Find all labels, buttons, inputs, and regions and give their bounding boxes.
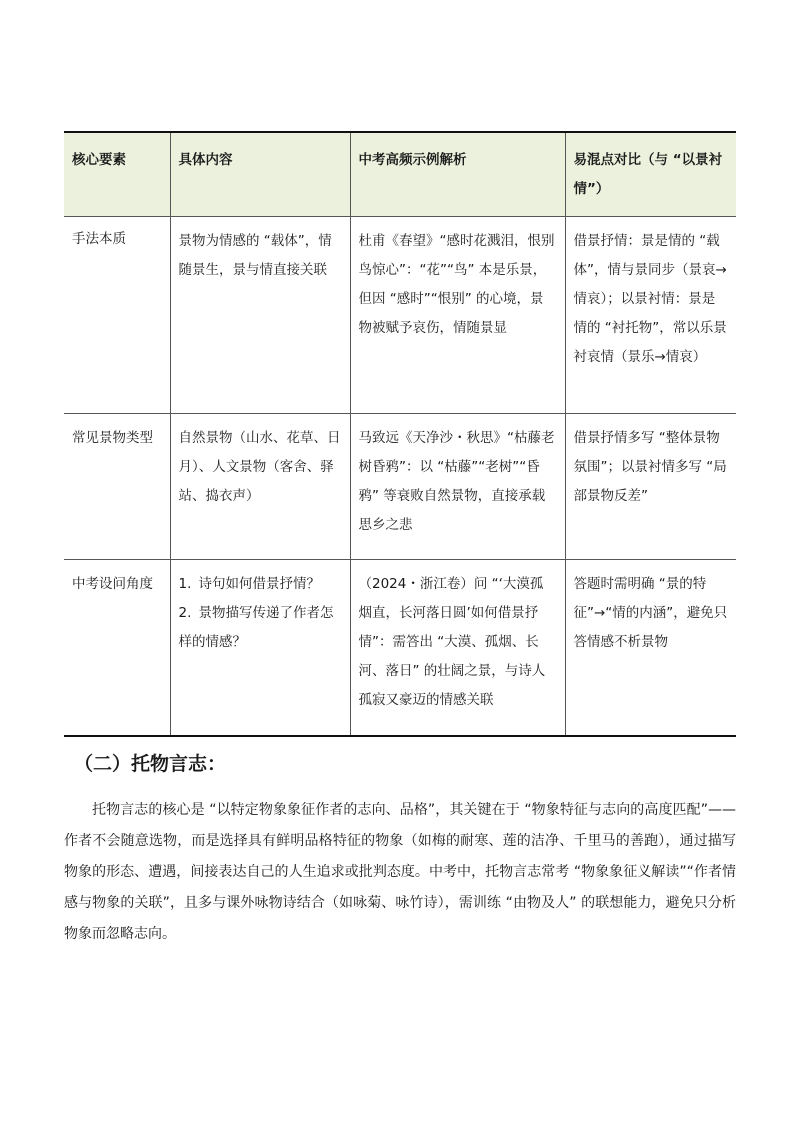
list-item-number: 2. [178,605,192,621]
cell-contrast: 借景抒情多写 “整体景物氛围”；以景衬情多写 “局部景物反差” [565,414,736,560]
technique-table [64,131,736,737]
cell-example: （2024・浙江卷）问 “‘大漠孤烟直，长河落日圆’如何借景抒情”：需答出 “大漠、孤烟、长河、落日” 的壮阔之景，与诗人孤寂又豪迈的情感关联 [350,560,565,736]
table-row [64,414,736,560]
cell-example: 马致远《天净沙・秋思》“枯藤老树昏鸦”：以 “枯藤”“老树”“昏鸦” 等衰败自然景物，直接承载思乡之悲 [350,414,565,560]
cell-content-list [170,560,350,736]
cell-element: 常见景物类型 [64,414,170,560]
table-row [64,560,736,736]
cell-element: 中考设问角度 [64,560,170,736]
cell-contrast: 答题时需明确 “景的特征”→“情的内涵”，避免只答情感不析景物 [565,560,736,736]
header-core-element: 核心要素 [64,132,170,217]
cell-content: 自然景物（山水、花草、日月）、人文景物（客舍、驿站、捣衣声） [170,414,350,560]
header-exam-example: 中考高频示例解析 [350,132,565,217]
header-confusion-contrast: 易混点对比（与 “以景衬情”） [565,132,736,217]
cell-content: 景物为情感的 “载体”，情随景生，景与情直接关联 [170,217,350,414]
list-item-text: 景物描写传递了作者怎样的情感？ [178,605,334,650]
cell-contrast: 借景抒情：景是情的 “载体”，情与景同步（景哀→情哀）；以景衬情：景是情的 “衬托物”，常以乐景衬哀情（景乐→情哀） [565,217,736,414]
cell-example: 杜甫《春望》“感时花溅泪，恨别鸟惊心”：“花”“鸟” 本是乐景，但因 “感时”“恨别” 的心境，景物被赋予哀伤，情随景显 [350,217,565,414]
header-specific-content: 具体内容 [170,132,350,217]
section-heading: （二）托物言志： [74,753,227,775]
list-item [179,570,342,599]
table-header-row [64,132,736,217]
list-item-text: 诗句如何借景抒情？ [198,576,320,592]
body-paragraph: 托物言志的核心是 “以特定物象象征作者的志向、品格”，其关键在于 “物象特征与志向的高度匹配”—— 作者不会随意选物，而是选择具有鲜明品格特征的物象（如梅的耐寒、莲的洁净、千里马的善跑），通过描写物象的形态、遭遇，间接表达自己的人生追求或批判态度。中考中，托物言志常考 “物象象征义解读”“作者情感与物象的关联”，且多与课外咏物诗结合（如咏菊、咏竹诗），需训练 “由物及人” 的联想能力，避免只分析物象而忽略志向。 [64,802,736,942]
list-item-number: 1. [178,576,192,592]
list-item [179,599,342,657]
table-row [64,217,736,414]
cell-element: 手法本质 [64,217,170,414]
